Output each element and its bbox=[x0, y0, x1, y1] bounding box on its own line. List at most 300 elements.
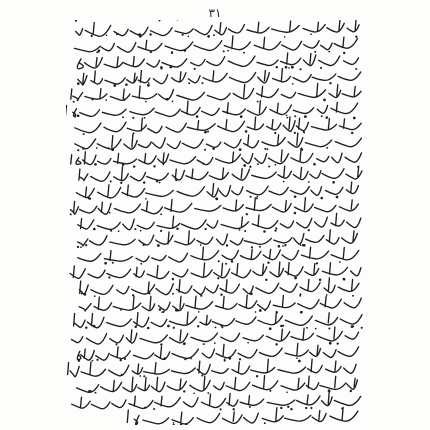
diacritic-dot bbox=[176, 309, 178, 311]
ink-stroke bbox=[75, 36, 358, 52]
text-line bbox=[77, 342, 358, 362]
ink-stroke bbox=[78, 213, 361, 229]
diacritic-dot bbox=[121, 374, 123, 376]
diacritic-dot bbox=[108, 147, 110, 149]
diacritic-dot bbox=[74, 116, 76, 118]
diacritic-dot bbox=[357, 166, 359, 168]
diacritic-dot bbox=[196, 115, 199, 118]
text-line bbox=[75, 131, 362, 151]
diacritic-dot bbox=[264, 422, 266, 424]
ink-stroke bbox=[72, 392, 361, 409]
diacritic-dot bbox=[298, 360, 301, 363]
diacritic-dot bbox=[202, 163, 204, 165]
diacritic-dot bbox=[116, 344, 118, 346]
diacritic-dot bbox=[147, 84, 150, 87]
diacritic-dot bbox=[259, 246, 261, 248]
nastaliq-text-block bbox=[66, 20, 366, 425]
diacritic-dot bbox=[303, 131, 305, 133]
ink-stroke bbox=[78, 247, 359, 262]
diacritic-dot bbox=[323, 99, 326, 102]
diacritic-dot bbox=[105, 99, 107, 101]
diacritic-dot bbox=[256, 196, 258, 198]
diacritic-dot bbox=[269, 327, 272, 330]
diacritic-dot bbox=[134, 228, 136, 230]
text-line bbox=[72, 389, 361, 410]
diacritic-dot bbox=[187, 35, 189, 37]
diacritic-dot bbox=[326, 147, 328, 149]
diacritic-dot bbox=[355, 36, 357, 38]
ink-stroke bbox=[76, 20, 360, 36]
diacritic-dot bbox=[329, 82, 331, 84]
diacritic-dot bbox=[140, 230, 142, 232]
diacritic-dot bbox=[225, 263, 227, 265]
diacritic-dot bbox=[172, 293, 174, 295]
diacritic-dot bbox=[80, 246, 82, 248]
diacritic-dot bbox=[96, 51, 98, 53]
diacritic-dot bbox=[341, 408, 343, 410]
diacritic-dot bbox=[265, 279, 267, 281]
diacritic-dot bbox=[352, 295, 354, 297]
ink-stroke bbox=[66, 53, 358, 69]
text-line bbox=[75, 20, 359, 38]
text-line bbox=[75, 33, 358, 54]
diacritic-dot bbox=[239, 358, 241, 360]
diacritic-dot bbox=[92, 360, 94, 362]
diacritic-dot bbox=[190, 358, 192, 360]
ink-stroke bbox=[68, 359, 357, 377]
diacritic-dot bbox=[302, 244, 304, 246]
diacritic-dot bbox=[300, 293, 302, 295]
diacritic-dot bbox=[83, 133, 85, 135]
diacritic-dot bbox=[125, 83, 128, 86]
diacritic-dot bbox=[77, 149, 79, 151]
diacritic-dot bbox=[308, 229, 310, 231]
diacritic-dot bbox=[205, 228, 207, 230]
diacritic-dot bbox=[111, 148, 114, 151]
diacritic-dot bbox=[116, 33, 118, 35]
diacritic-dot bbox=[336, 196, 339, 199]
diacritic-dot bbox=[222, 326, 224, 328]
diacritic-dot bbox=[287, 406, 289, 408]
diacritic-dot bbox=[249, 406, 251, 408]
diacritic-dot bbox=[256, 197, 258, 199]
diacritic-dot bbox=[332, 181, 335, 184]
ink-stroke bbox=[71, 149, 362, 165]
diacritic-dot bbox=[275, 343, 277, 345]
diacritic-dot bbox=[269, 390, 271, 392]
diacritic-dot bbox=[204, 131, 207, 134]
ink-stroke bbox=[74, 312, 362, 328]
diacritic-dot bbox=[285, 66, 288, 69]
diacritic-dot bbox=[259, 309, 262, 312]
diacritic-dot bbox=[143, 244, 145, 246]
text-line bbox=[76, 180, 358, 199]
diacritic-dot bbox=[156, 180, 158, 182]
diacritic-dot bbox=[110, 180, 112, 182]
diacritic-dot bbox=[213, 34, 215, 36]
ink-stroke bbox=[70, 262, 361, 279]
diacritic-dot bbox=[159, 182, 161, 184]
diacritic-dot bbox=[353, 117, 356, 120]
diacritic-dot bbox=[243, 164, 246, 167]
ink-stroke bbox=[78, 230, 358, 246]
diacritic-dot bbox=[93, 325, 96, 328]
diacritic-dot bbox=[212, 148, 215, 151]
diacritic-dot bbox=[328, 327, 330, 329]
diacritic-dot bbox=[227, 50, 229, 52]
diacritic-dot bbox=[149, 33, 151, 35]
diacritic-dot bbox=[159, 20, 161, 22]
text-line bbox=[71, 82, 361, 102]
handwritten-lines bbox=[66, 20, 366, 425]
diacritic-dot bbox=[308, 181, 310, 183]
diacritic-dot bbox=[300, 311, 303, 314]
diacritic-dot bbox=[250, 292, 253, 295]
ink-stroke bbox=[78, 69, 361, 85]
diacritic-dot bbox=[264, 148, 266, 150]
diacritic-dot bbox=[153, 408, 155, 410]
text-line bbox=[66, 98, 358, 119]
diacritic-dot bbox=[70, 213, 72, 215]
diacritic-dot bbox=[113, 84, 116, 87]
diacritic-dot bbox=[132, 117, 134, 119]
diacritic-dot bbox=[220, 294, 222, 296]
diacritic-dot bbox=[350, 390, 352, 392]
diacritic-dot bbox=[313, 163, 316, 166]
diacritic-dot bbox=[224, 360, 226, 362]
diacritic-dot bbox=[220, 408, 222, 410]
diacritic-dot bbox=[133, 165, 135, 167]
diacritic-dot bbox=[203, 343, 205, 345]
diacritic-dot bbox=[328, 51, 330, 53]
diacritic-dot bbox=[286, 115, 288, 117]
diacritic-dot bbox=[263, 230, 266, 233]
diacritic-dot bbox=[200, 295, 202, 297]
diacritic-dot bbox=[91, 35, 93, 37]
diacritic-dot bbox=[226, 244, 228, 246]
diacritic-dot bbox=[120, 182, 122, 184]
diacritic-dot bbox=[77, 246, 79, 248]
diacritic-dot bbox=[215, 327, 217, 329]
diacritic-dot bbox=[361, 327, 363, 329]
diacritic-dot bbox=[320, 197, 323, 200]
diacritic-dot bbox=[173, 424, 175, 425]
diacritic-dot bbox=[194, 68, 196, 70]
diacritic-dot bbox=[255, 311, 257, 313]
diacritic-dot bbox=[184, 358, 186, 360]
diacritic-dot bbox=[120, 359, 122, 361]
diacritic-dot bbox=[159, 308, 162, 311]
diacritic-dot bbox=[232, 408, 234, 410]
diacritic-dot bbox=[245, 130, 248, 133]
diacritic-dot bbox=[145, 101, 147, 103]
diacritic-dot bbox=[310, 407, 312, 409]
diacritic-dot bbox=[251, 246, 253, 248]
text-line bbox=[79, 163, 362, 184]
ink-stroke bbox=[75, 117, 361, 133]
diacritic-dot bbox=[171, 67, 173, 69]
diacritic-dot bbox=[145, 198, 147, 200]
diacritic-dot bbox=[163, 357, 166, 360]
diacritic-dot bbox=[160, 213, 162, 215]
diacritic-dot bbox=[207, 130, 209, 132]
diacritic-dot bbox=[284, 244, 286, 246]
diacritic-dot bbox=[73, 101, 75, 103]
diacritic-dot bbox=[214, 342, 216, 344]
diacritic-dot bbox=[182, 34, 184, 36]
diacritic-dot bbox=[163, 311, 165, 313]
diacritic-dot bbox=[167, 325, 170, 328]
diacritic-dot bbox=[82, 147, 84, 149]
diacritic-dot bbox=[266, 148, 268, 150]
diacritic-dot bbox=[355, 68, 357, 70]
diacritic-dot bbox=[244, 230, 246, 232]
diacritic-dot bbox=[316, 262, 318, 264]
diacritic-dot bbox=[172, 101, 174, 103]
ink-stroke bbox=[77, 343, 358, 360]
ink-stroke bbox=[75, 133, 362, 149]
ink-stroke bbox=[79, 278, 359, 295]
text-line bbox=[78, 212, 361, 232]
diacritic-dot bbox=[304, 115, 307, 118]
diacritic-dot bbox=[201, 82, 203, 84]
diacritic-dot bbox=[193, 392, 195, 394]
diacritic-dot bbox=[198, 311, 200, 313]
diacritic-dot bbox=[172, 278, 174, 280]
text-line bbox=[66, 50, 358, 70]
diacritic-dot bbox=[207, 35, 210, 38]
diacritic-dot bbox=[231, 260, 234, 263]
ink-stroke bbox=[79, 295, 361, 311]
ink-stroke bbox=[76, 182, 358, 198]
diacritic-dot bbox=[81, 293, 83, 295]
text-line bbox=[79, 292, 361, 313]
diacritic-dot bbox=[291, 66, 294, 69]
diacritic-dot bbox=[95, 392, 97, 394]
diacritic-dot bbox=[78, 359, 80, 361]
diacritic-dot bbox=[183, 390, 185, 392]
diacritic-dot bbox=[171, 51, 173, 53]
diacritic-dot bbox=[351, 132, 353, 134]
diacritic-dot bbox=[94, 295, 96, 297]
diacritic-dot bbox=[264, 310, 266, 312]
diacritic-dot bbox=[294, 132, 296, 134]
diacritic-dot bbox=[315, 328, 317, 330]
text-line bbox=[77, 228, 358, 249]
diacritic-dot bbox=[229, 357, 232, 360]
diacritic-dot bbox=[134, 325, 137, 328]
ink-stroke bbox=[127, 407, 358, 424]
diacritic-dot bbox=[215, 197, 217, 199]
diacritic-dot bbox=[143, 375, 145, 377]
text-line bbox=[79, 278, 359, 297]
text-line bbox=[77, 374, 358, 394]
diacritic-dot bbox=[275, 227, 277, 229]
diacritic-dot bbox=[77, 82, 80, 85]
diacritic-dot bbox=[160, 343, 162, 345]
diacritic-dot bbox=[201, 374, 203, 376]
diacritic-dot bbox=[166, 98, 169, 101]
diacritic-dot bbox=[343, 52, 345, 54]
diacritic-dot bbox=[337, 342, 339, 344]
diacritic-dot bbox=[305, 407, 307, 409]
diacritic-dot bbox=[268, 165, 270, 167]
diacritic-dot bbox=[282, 245, 284, 247]
diacritic-dot bbox=[173, 422, 175, 424]
diacritic-dot bbox=[162, 164, 164, 166]
diacritic-dot bbox=[278, 245, 281, 248]
text-line bbox=[78, 244, 359, 264]
diacritic-dot bbox=[246, 213, 248, 215]
diacritic-dot bbox=[120, 309, 122, 311]
diacritic-dot bbox=[160, 230, 162, 232]
diacritic-dot bbox=[314, 51, 316, 53]
diacritic-dot bbox=[85, 326, 87, 328]
diacritic-dot bbox=[139, 375, 141, 377]
diacritic-dot bbox=[283, 181, 285, 183]
diacritic-dot bbox=[207, 392, 209, 394]
diacritic-dot bbox=[326, 116, 329, 119]
diacritic-dot bbox=[218, 260, 220, 262]
diacritic-dot bbox=[310, 33, 312, 35]
diacritic-dot bbox=[319, 279, 322, 282]
diacritic-dot bbox=[328, 389, 331, 392]
text-line bbox=[127, 407, 358, 425]
diacritic-dot bbox=[292, 83, 294, 85]
page-number: ۳۱ bbox=[208, 6, 222, 20]
text-line bbox=[71, 147, 362, 167]
diacritic-dot bbox=[148, 82, 150, 84]
diacritic-dot bbox=[150, 51, 152, 53]
diacritic-dot bbox=[306, 327, 308, 329]
diacritic-dot bbox=[223, 50, 225, 52]
diacritic-dot bbox=[122, 163, 125, 166]
diacritic-dot bbox=[288, 67, 290, 69]
diacritic-dot bbox=[301, 147, 303, 149]
diacritic-dot bbox=[85, 244, 87, 246]
diacritic-dot bbox=[140, 263, 142, 265]
diacritic-dot bbox=[217, 277, 219, 279]
diacritic-dot bbox=[274, 229, 276, 231]
diacritic-dot bbox=[77, 114, 80, 117]
diacritic-dot bbox=[98, 49, 100, 51]
diacritic-dot bbox=[296, 357, 298, 359]
diacritic-dot bbox=[257, 101, 259, 103]
diacritic-dot bbox=[144, 117, 146, 119]
diacritic-dot bbox=[247, 342, 249, 344]
diacritic-dot bbox=[294, 212, 297, 215]
diacritic-dot bbox=[148, 292, 150, 294]
diacritic-dot bbox=[197, 325, 199, 327]
diacritic-dot bbox=[118, 230, 120, 232]
diacritic-dot bbox=[320, 67, 322, 69]
diacritic-dot bbox=[144, 407, 146, 409]
diacritic-dot bbox=[109, 212, 111, 214]
diacritic-dot bbox=[147, 327, 150, 330]
diacritic-dot bbox=[138, 33, 141, 36]
diacritic-dot bbox=[343, 278, 346, 281]
diacritic-dot bbox=[176, 228, 178, 230]
diacritic-dot bbox=[240, 115, 243, 118]
text-line bbox=[70, 262, 361, 280]
diacritic-dot bbox=[157, 244, 160, 247]
text-line bbox=[74, 310, 363, 329]
diacritic-dot bbox=[300, 244, 302, 246]
diacritic-dot bbox=[112, 262, 114, 264]
diacritic-dot bbox=[200, 244, 202, 246]
diacritic-dot bbox=[280, 325, 282, 327]
diacritic-dot bbox=[286, 391, 288, 393]
diacritic-dot bbox=[177, 20, 179, 21]
ink-stroke bbox=[71, 198, 359, 215]
diacritic-dot bbox=[321, 115, 323, 117]
diacritic-dot bbox=[239, 229, 241, 231]
diacritic-dot bbox=[294, 115, 296, 117]
diacritic-dot bbox=[326, 294, 328, 296]
diacritic-dot bbox=[124, 358, 126, 360]
diacritic-dot bbox=[249, 166, 251, 168]
diacritic-dot bbox=[96, 359, 98, 361]
text-line bbox=[68, 357, 357, 377]
diacritic-dot bbox=[284, 36, 286, 38]
diacritic-dot bbox=[299, 295, 301, 297]
diacritic-dot bbox=[175, 179, 177, 181]
diacritic-dot bbox=[93, 228, 96, 231]
diacritic-dot bbox=[122, 116, 124, 118]
diacritic-dot bbox=[106, 34, 108, 36]
ink-stroke bbox=[66, 101, 358, 117]
diacritic-dot bbox=[239, 148, 242, 151]
diacritic-dot bbox=[294, 195, 297, 198]
diacritic-dot bbox=[276, 311, 278, 313]
diacritic-dot bbox=[275, 164, 277, 166]
diacritic-dot bbox=[160, 66, 163, 69]
diacritic-dot bbox=[177, 66, 179, 68]
diacritic-dot bbox=[352, 325, 354, 327]
diacritic-dot bbox=[153, 165, 155, 167]
diacritic-dot bbox=[104, 262, 107, 265]
text-line bbox=[75, 114, 361, 135]
ink-stroke bbox=[79, 166, 362, 181]
diacritic-dot bbox=[91, 98, 93, 100]
ink-stroke bbox=[72, 327, 359, 344]
diacritic-dot bbox=[287, 117, 289, 119]
diacritic-dot bbox=[183, 342, 186, 345]
diacritic-dot bbox=[188, 82, 190, 84]
diacritic-dot bbox=[184, 49, 186, 51]
ink-stroke bbox=[77, 376, 358, 393]
diacritic-dot bbox=[280, 407, 282, 409]
diacritic-dot bbox=[88, 390, 91, 393]
diacritic-dot bbox=[294, 277, 297, 280]
diacritic-dot bbox=[204, 149, 206, 151]
diacritic-dot bbox=[96, 147, 98, 149]
diacritic-dot bbox=[108, 276, 110, 278]
diacritic-dot bbox=[75, 20, 77, 22]
diacritic-dot bbox=[94, 163, 97, 166]
text-line bbox=[70, 196, 359, 216]
diacritic-dot bbox=[143, 181, 145, 183]
diacritic-dot bbox=[290, 408, 292, 410]
diacritic-dot bbox=[290, 130, 292, 132]
diacritic-dot bbox=[243, 52, 245, 54]
diacritic-dot bbox=[256, 375, 258, 377]
diacritic-dot bbox=[329, 342, 332, 345]
diacritic-dot bbox=[110, 230, 112, 232]
diacritic-dot bbox=[339, 261, 341, 263]
diacritic-dot bbox=[250, 196, 252, 198]
diacritic-dot bbox=[299, 68, 301, 70]
